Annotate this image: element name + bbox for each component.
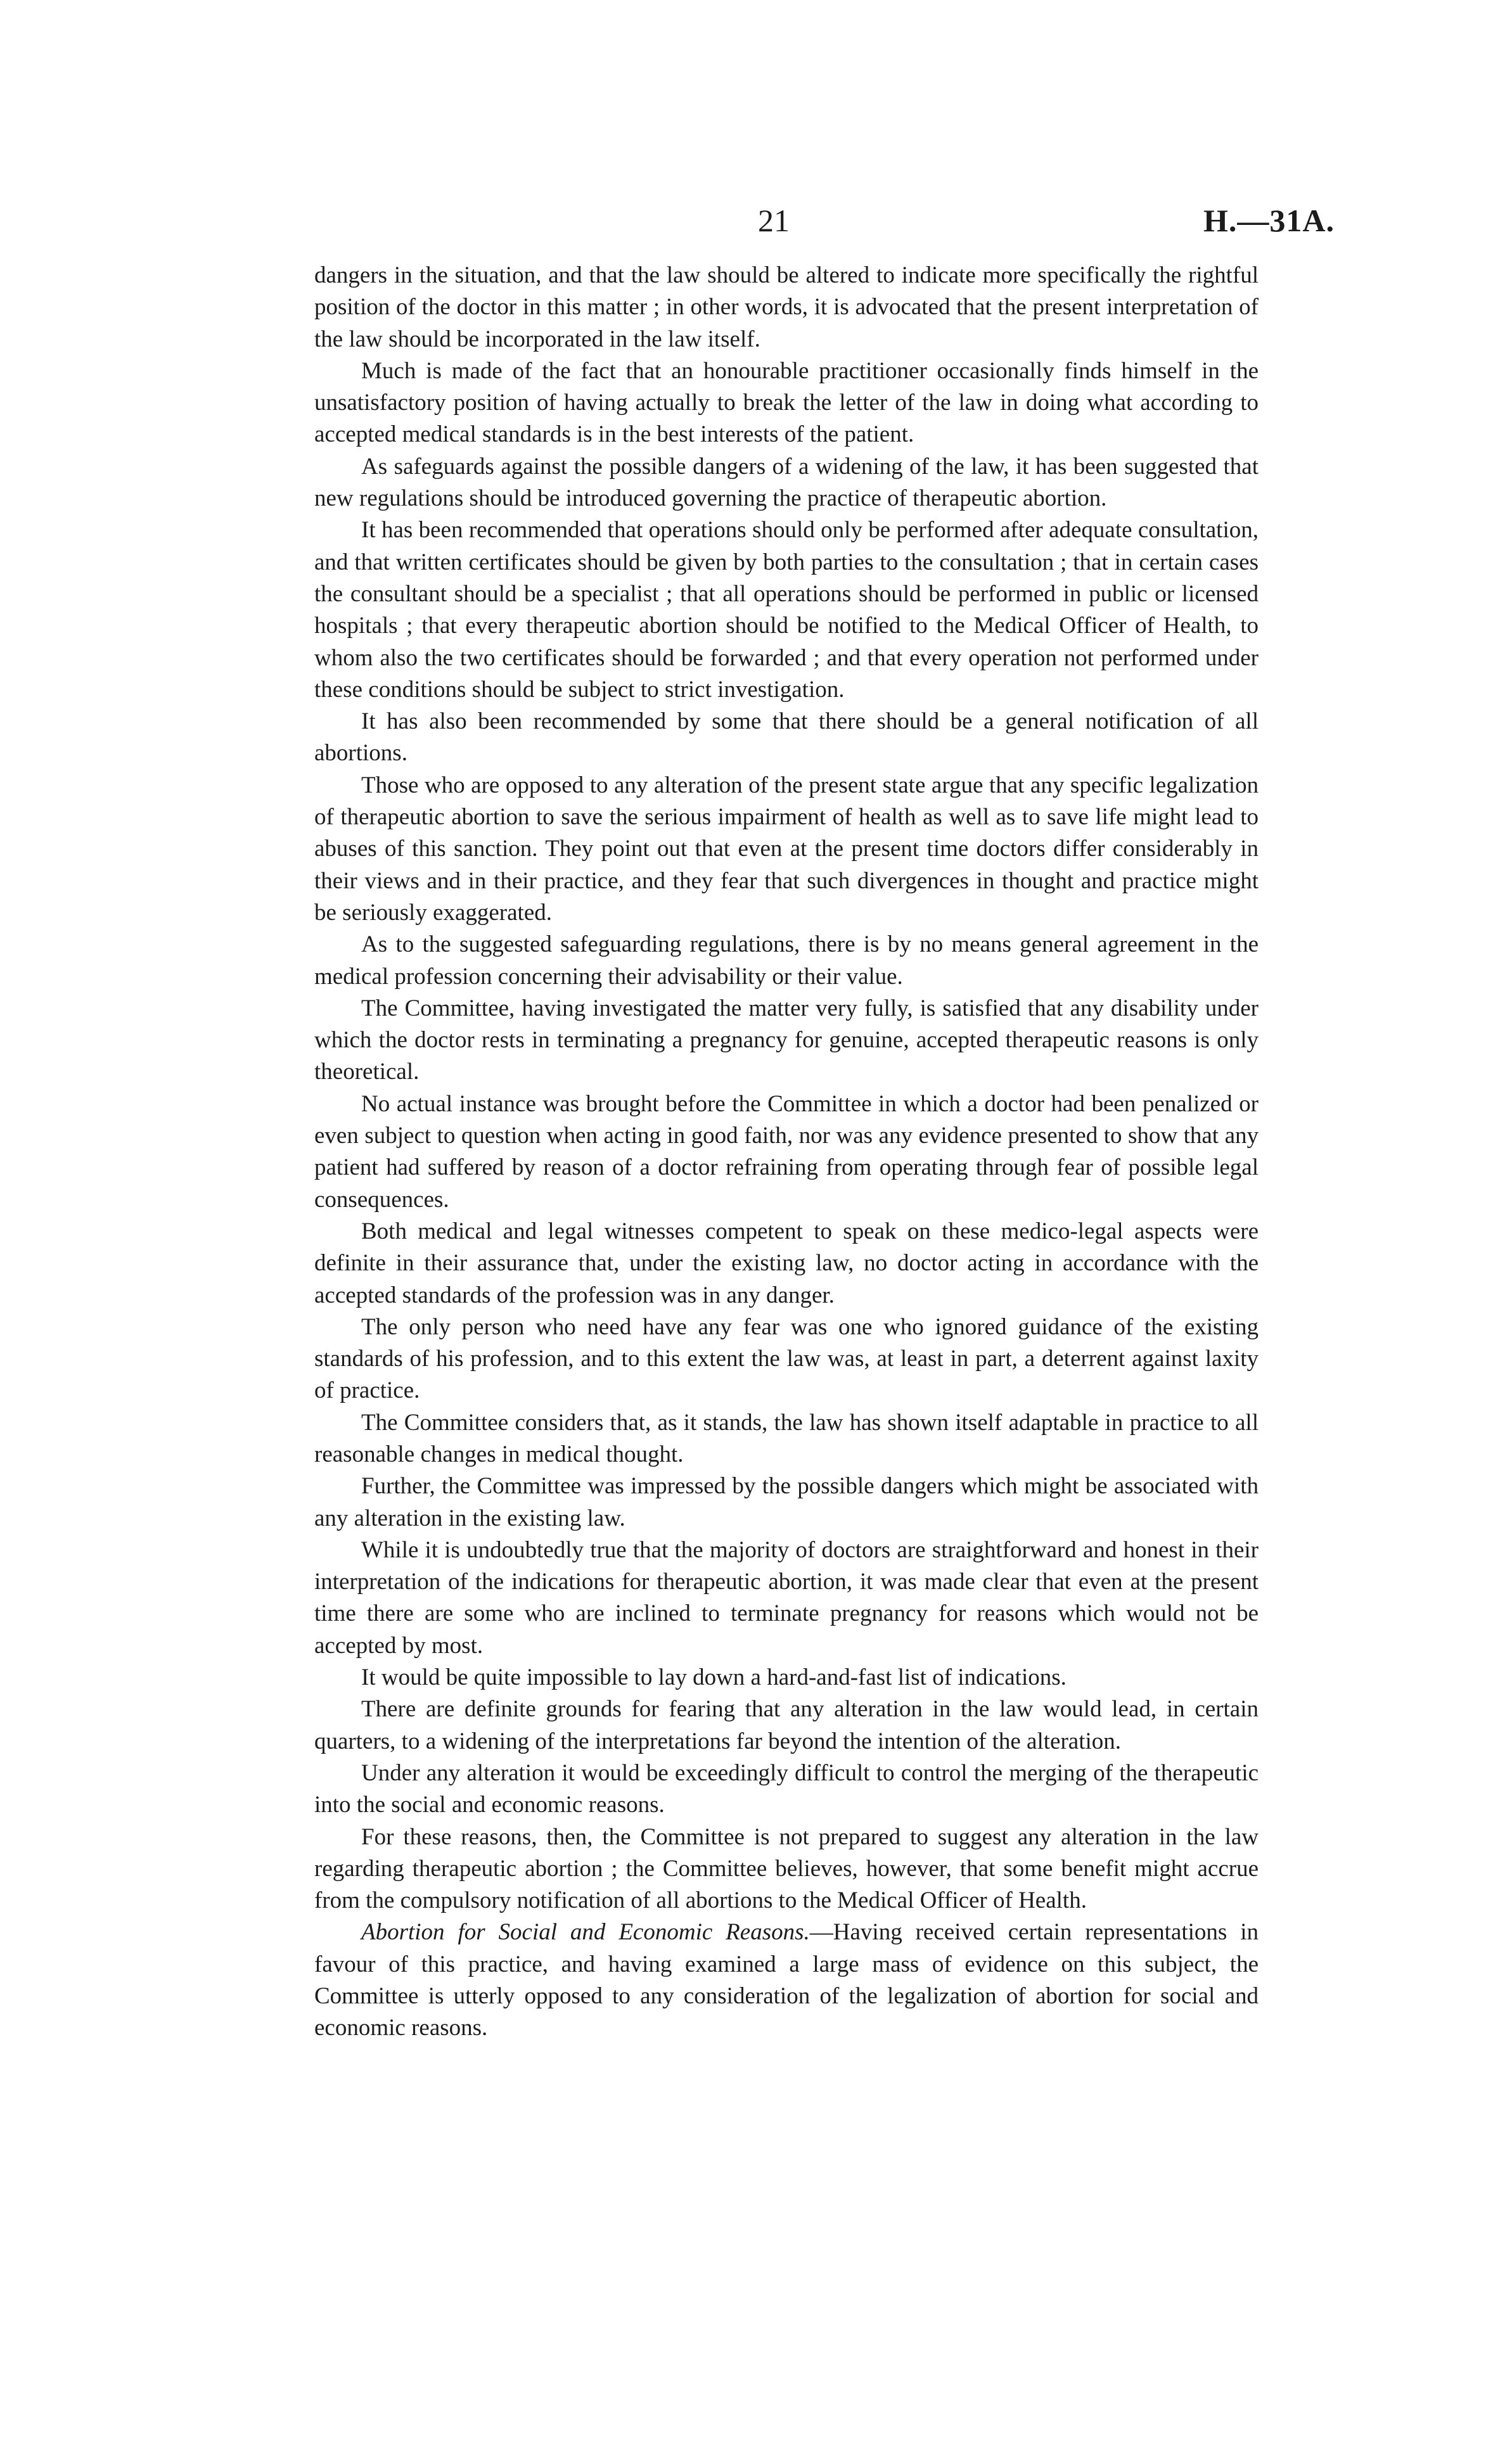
paragraph: As to the suggested safeguarding regulations, there is by no means general agreement in the medical profession concerning their advisability or their value. <box>314 931 1259 990</box>
paragraph: For these reasons, then, the Committee is not prepared to suggest any alteration in the law regarding therapeutic abortion ; the Committee believes, however, that some benefit might accrue from the compulsory notification of all abortions to the Medical Officer of Health. <box>314 1823 1259 1914</box>
paragraph: Those who are opposed to any alteration of the present state argue that any specific legalization of therapeutic abortion to save the serious impairment of health as well as to save life might lead to abuses of this sanction. They point out that even at the present time doctors differ considerably in their views and in their practice, and they fear that such divergences in thought and practice might be seriously exaggerated. <box>314 772 1259 926</box>
paragraph: While it is undoubtedly true that the majority of doctors are straightforward and honest in their interpretation of the indications for therapeutic abortion, it was made clear that even at the present time there are some who are inclined to terminate pregnancy for reasons which would not be accepted by most. <box>314 1536 1259 1659</box>
section-heading: Abortion for Social and Economic Reasons. <box>361 1919 810 1946</box>
paragraph: No actual instance was brought before the Committee in which a doctor had been penalized or even subject to question when acting in good faith, nor was any evidence presented to show that any patient had suffered by reason of a doctor refraining from operating through fear of possible legal consequences. <box>314 1090 1259 1213</box>
body-text <box>314 260 1259 2045</box>
paragraph: Much is made of the fact that an honourable practitioner occasionally finds himself in the unsatisfactory position of having actually to break the letter of the law in doing what according to accepted medical standards is in the best interests of the patient. <box>314 357 1259 448</box>
final-paragraph-text: —Having received certain representations in favour of this practice, and having examined a large mass of evidence on this subject, the Committee is utterly opposed to any consideration of the legalization of abortion for social and economic reasons. <box>314 1919 1259 2041</box>
paragraph: It has been recommended that operations should only be performed after adequate consultation, and that written certificates should be given by both parties to the consultation ; that in certain cases the consultant should be a specialist ; that all operations should be performed in public or licensed hospitals ; that every therapeutic abortion should be notified to the Medical Officer of Health, to whom also the two certificates should be forwarded ; and that every operation not performed under these conditions should be subject to strict investigation. <box>314 517 1259 703</box>
paragraph: There are definite grounds for fearing that any alteration in the law would lead, in certain quarters, to a widening of the interpretations far beyond the intention of the alteration. <box>314 1696 1259 1754</box>
paragraph: The only person who need have any fear was one who ignored guidance of the existing standards of his profession, and to this extent the law was, at least in part, a deterrent against laxity of practice. <box>314 1313 1259 1404</box>
paragraph: It has also been recommended by some that there should be a general notification of all abortions. <box>314 708 1259 767</box>
document-reference: H.—31A. <box>1203 203 1335 238</box>
final-paragraph <box>314 1917 1259 2044</box>
paragraph: Both medical and legal witnesses competent to speak on these medico-legal aspects were definite in their assurance that, under the existing law, no doctor acting in accordance with the accepted standards of the profession was in any danger. <box>314 1218 1259 1308</box>
paragraph: It would be quite impossible to lay down a hard-and-fast list of indications. <box>361 1664 1067 1691</box>
paragraph: As safeguards against the possible dangers of a widening of the law, it has been suggested that new regulations should be introduced governing the practice of therapeutic abortion. <box>314 453 1259 512</box>
paragraph: dangers in the situation, and that the law should be altered to indicate more specifically the rightful position of the doctor in this matter ; in other words, it is advocated that the present interpretation of the law should be incorporated in the law itself. <box>314 262 1259 352</box>
paragraph: Under any alteration it would be exceedingly difficult to control the merging of the therapeutic into the social and economic reasons. <box>314 1759 1259 1818</box>
paragraph: The Committee considers that, as it stands, the law has shown itself adaptable in practice to all reasonable changes in medical thought. <box>314 1409 1259 1467</box>
paragraph: Further, the Committee was impressed by the possible dangers which might be associated with any alteration in the existing law. <box>314 1473 1259 1531</box>
paragraph: The Committee, having investigated the matter very fully, is satisfied that any disability under which the doctor rests in terminating a pregnancy for genuine, accepted therapeutic reasons is only theoretical. <box>314 995 1259 1085</box>
page-number: 21 <box>758 203 790 238</box>
